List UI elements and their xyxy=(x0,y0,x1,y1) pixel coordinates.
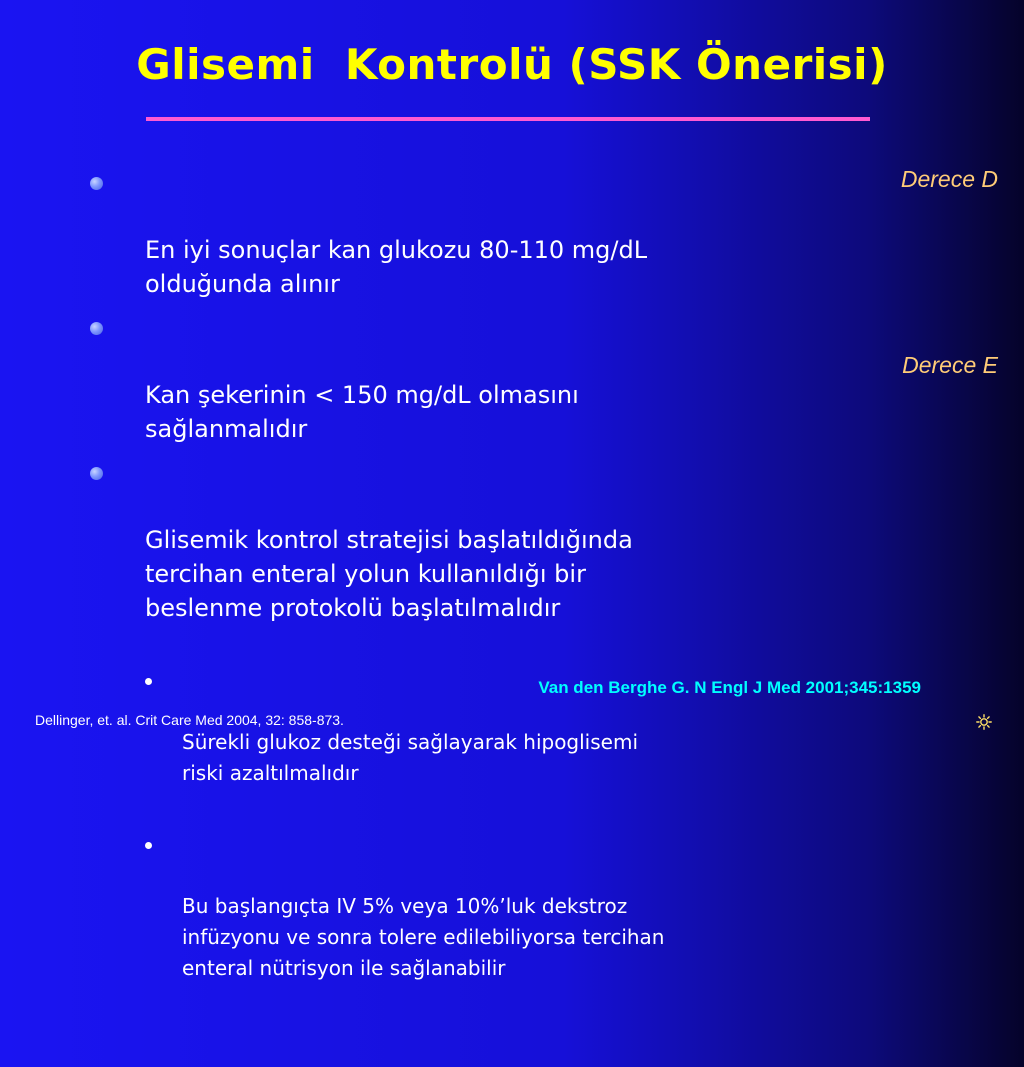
sub-bullet-text: Bu başlangıçta IV 5% veya 10%’luk dekstroz infüzyonu ve sonra tolere edilebiliyorsa tercihan enteral nütrisyon ile sağlanabilir xyxy=(182,894,665,980)
bullet-dot-icon xyxy=(90,177,103,190)
bullet-list xyxy=(90,165,850,1067)
sub-bullet-item xyxy=(145,829,850,984)
title-underline xyxy=(146,117,870,121)
evidence-grade-e: Derece E xyxy=(902,352,998,378)
bullet-text: En iyi sonuçlar kan glukozu 80-110 mg/dL olduğunda alınır xyxy=(145,236,648,298)
sub-bullet-dot-icon xyxy=(145,842,152,849)
sub-bullet-text: Sürekli glukoz desteği sağlayarak hipoglisemi riski azaltılmalıdır xyxy=(182,730,639,785)
sub-bullet-dot-icon xyxy=(145,678,152,685)
bullet-item xyxy=(90,455,850,1058)
bullet-dot-icon xyxy=(90,322,103,335)
bullet-item xyxy=(90,165,850,301)
sun-icon xyxy=(976,714,992,730)
source-citation: Dellinger, et. al. Crit Care Med 2004, 32: 858-873. xyxy=(35,712,344,728)
evidence-grade-d: Derece D xyxy=(900,166,998,192)
bullet-dot-icon xyxy=(90,467,103,480)
study-reference: Van den Berghe G. N Engl J Med 2001;345:1359 xyxy=(538,678,921,697)
bullet-text: Glisemik kontrol stratejisi başlatıldığında tercihan enteral yolun kullanıldığı bir beslenme protokolü başlatılmalıdır xyxy=(145,526,633,622)
bullet-text: Kan şekerinin < 150 mg/dL olmasını sağlanmalıdır xyxy=(145,381,579,443)
slide-title: Glisemi Kontrolü (SSK Önerisi) xyxy=(136,40,888,89)
bullet-item xyxy=(90,310,850,446)
